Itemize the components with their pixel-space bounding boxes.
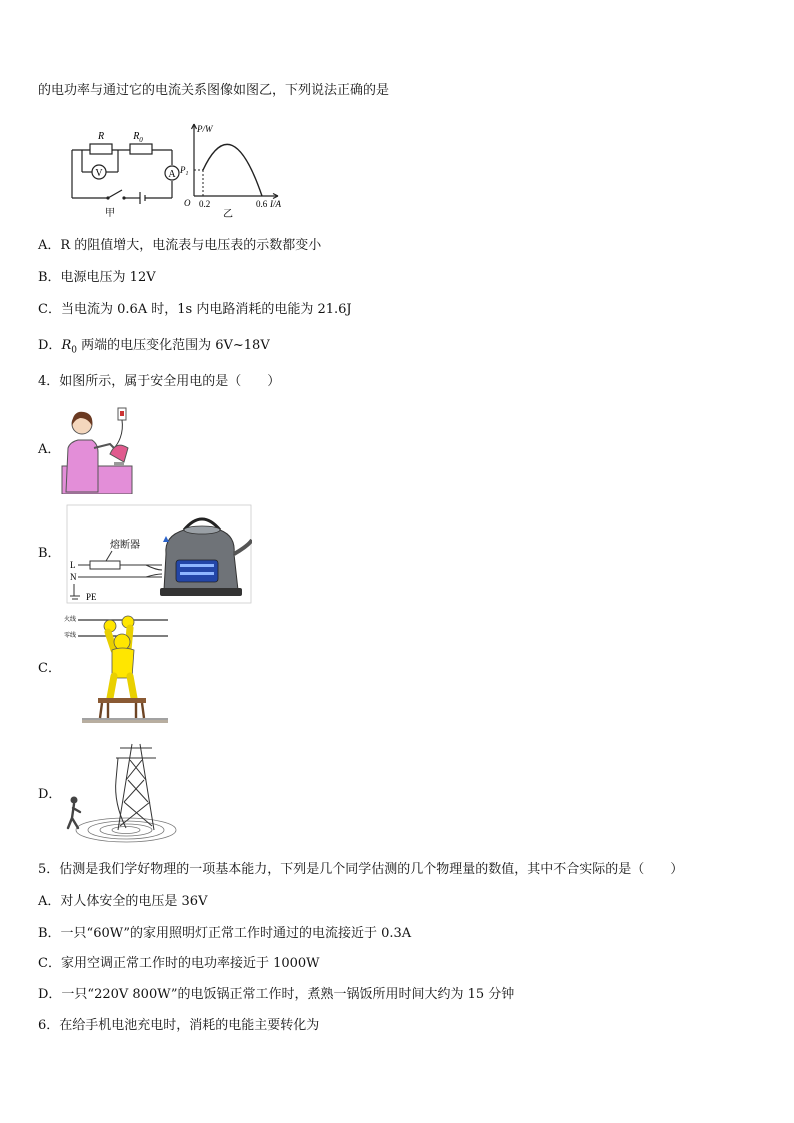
power-curve [203, 144, 262, 196]
label-r0: R [133, 131, 140, 142]
q5-option-d: D．一只“220V 800W”的电饭锅正常工作时，煮熟一锅饭所用时间大约为 15 分钟 [38, 987, 515, 1002]
q5-option-a: A．对人体安全的电压是 36V [38, 894, 208, 909]
q3-option-d: D．$R_0$ 两端的电压变化范围为 6V~18V [38, 338, 270, 356]
wire-l-label: L [70, 560, 76, 570]
svg-text:P1 [179, 165, 189, 177]
fuse-symbol [90, 561, 120, 569]
svg-text:R0 [132, 131, 143, 144]
resistor-r [90, 144, 112, 154]
q5-option-b: B．一只“60W”的家用照明灯正常工作时通过的电流接近于 0.3A [38, 926, 412, 941]
figure-yi-graph [176, 118, 296, 220]
q4-label-a: A． [38, 442, 61, 457]
figure-jia-circuit [60, 118, 185, 220]
p1-sub: 1 [185, 171, 189, 177]
origin-label: O [184, 198, 191, 208]
wire-n-label: N [70, 572, 77, 582]
figure-a-woman-lamp [58, 404, 136, 494]
q4-stem: 4．如图所示，属于安全用电的是（ ） [38, 374, 281, 389]
label-r: R [97, 131, 105, 142]
q3-stem-tail: 的电功率与通过它的电流关系图像如图乙，下列说法正确的是 [38, 83, 390, 98]
q3-option-b: B．电源电压为 12V [38, 270, 156, 285]
p1-label: P [180, 165, 186, 175]
figure-c-touching-wires [64, 610, 168, 724]
tick-0-2: 0.2 [199, 199, 211, 209]
fuse-label: 熔断器 [110, 540, 140, 551]
q3-option-a: A．R 的阻值增大，电流表与电压表的示数都变小 [38, 238, 322, 253]
q3-option-c: C．当电流为 0.6A 时，1s 内电路消耗的电能为 21.6J [38, 302, 352, 317]
caption-jia: 甲 [105, 208, 115, 219]
q4-label-b: B． [38, 546, 61, 561]
label-v: V [95, 168, 103, 179]
q4-label-c: C． [38, 661, 61, 676]
wire-live-label: 火线 [64, 617, 77, 623]
label-a: A [168, 169, 176, 180]
q5-option-c: C．家用空调正常工作时的电功率接近于 1000W [38, 956, 320, 971]
label-r0-sub: 0 [139, 136, 143, 144]
q4-label-d: D． [38, 787, 62, 802]
caption-yi: 乙 [223, 209, 233, 220]
figure-b-kettle-wiring [66, 504, 252, 604]
resistor-r0 [130, 144, 152, 154]
wire-neutral-label: 零线 [64, 633, 77, 639]
x-axis-label: I/A [270, 199, 281, 209]
q6-stem: 6．在给手机电池充电时，消耗的电能主要转化为 [38, 1018, 320, 1033]
wire-pe-label: PE [86, 592, 97, 602]
y-axis-label: P/W [197, 124, 213, 134]
figure-d-high-voltage-tower [58, 740, 178, 848]
tick-0-6: 0.6 [256, 199, 268, 209]
q5-stem: 5．估测是我们学好物理的一项基本能力，下列是几个同学估测的几个物理量的数值，其中不合实际的是（ ） [38, 862, 684, 877]
